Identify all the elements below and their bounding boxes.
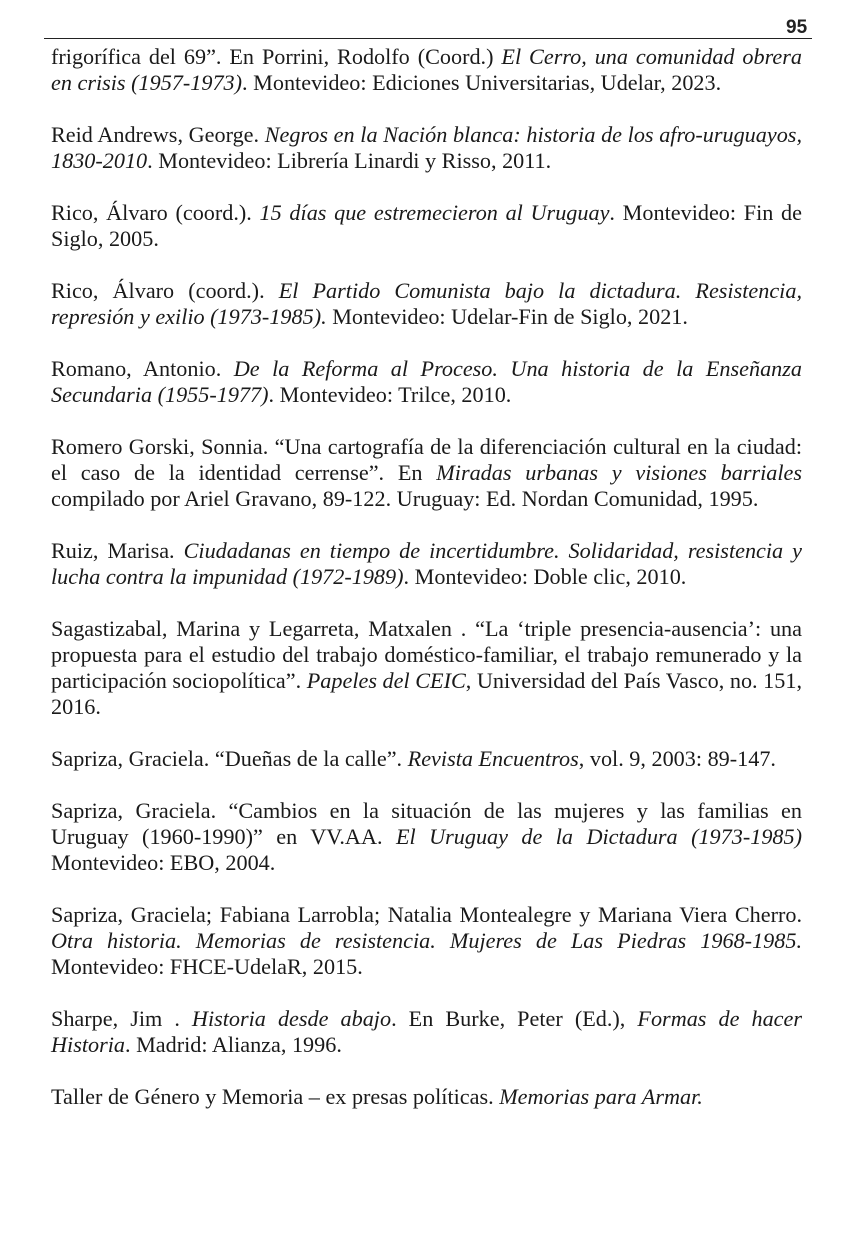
reference-text: Taller de Género y Memoria – ex presas políticas. xyxy=(51,1084,500,1109)
reference-text: . Montevideo: Ediciones Universitarias, Udelar, 2023. xyxy=(242,70,722,95)
page-number: 95 xyxy=(786,17,808,38)
reference-title-italic: Memorias para Armar. xyxy=(499,1084,703,1109)
bibliography-list xyxy=(51,44,808,1110)
reference-text: Sapriza, Graciela. “Cambios en la situación de las mujeres y las familias en Uruguay (1960-1990)” en VV.AA. xyxy=(51,798,808,849)
reference-entry xyxy=(51,200,808,252)
reference-entry xyxy=(51,434,808,512)
reference-entry xyxy=(51,798,808,876)
reference-title-italic: El Partido Comunista bajo la dictadura. Resistencia, represión y exilio (1973-1985). xyxy=(51,278,808,329)
reference-text: Rico, Álvaro (coord.). xyxy=(51,278,279,303)
reference-text: Reid Andrews, George. xyxy=(51,122,265,147)
reference-entry xyxy=(51,1084,802,1110)
reference-entry xyxy=(51,616,808,720)
reference-text: Ruiz, Marisa. xyxy=(51,538,184,563)
reference-title-italic: De la Reforma al Proceso. Una historia de la Enseñanza Secundaria (1955-1977) xyxy=(51,356,808,407)
reference-text: compilado por Ariel Gravano, 89-122. Uruguay: Ed. Nordan Comunidad, 1995. xyxy=(51,460,808,511)
reference-title-italic: 15 días que estremecieron al Uruguay xyxy=(259,200,610,225)
reference-entry xyxy=(51,538,808,590)
reference-text: Sharpe, Jim . xyxy=(51,1006,192,1031)
reference-title-italic: Otra historia. Memorias de resistencia. Mujeres de Las Piedras 1968-1985. xyxy=(51,928,802,953)
reference-entry xyxy=(51,122,808,174)
reference-text: Rico, Álvaro (coord.). xyxy=(51,200,260,225)
reference-title-italic: Negros en la Nación blanca: historia de los afro-uruguayos, 1830-2010 xyxy=(51,122,808,173)
reference-text: , vol. 9, 2003: 89-147. xyxy=(578,746,776,771)
reference-title-italic: Formas de hacer Historia xyxy=(51,1006,808,1057)
reference-text: . Montevideo: Doble clic, 2010. xyxy=(403,564,687,589)
reference-text: frigorífica del 69”. En Porrini, Rodolfo (Coord.) xyxy=(51,44,502,69)
reference-entry xyxy=(51,278,808,330)
reference-title-italic: Ciudadanas en tiempo de incertidumbre. Solidaridad, resistencia y lucha contra la impunidad (1972-1989) xyxy=(51,538,808,589)
reference-text: . En Burke, Peter (Ed.), xyxy=(391,1006,638,1031)
reference-title-italic: Revista Encuentros xyxy=(407,746,579,771)
reference-text: Romano, Antonio. xyxy=(51,356,234,381)
reference-text: Montevideo: Udelar-Fin de Siglo, 2021. xyxy=(326,304,688,329)
reference-entry xyxy=(51,1006,808,1058)
reference-text: Montevideo: EBO, 2004. xyxy=(51,824,808,875)
reference-text: Sapriza, Graciela. “Dueñas de la calle”. xyxy=(51,746,408,771)
reference-title-italic: Historia desde abajo xyxy=(191,1006,392,1031)
reference-title-italic: Miradas urbanas y visiones barriales xyxy=(436,460,803,485)
reference-entry xyxy=(51,356,808,408)
header-rule xyxy=(44,38,812,39)
reference-text: , Universidad del País Vasco, no. 151, 2016. xyxy=(51,668,808,719)
reference-text: Montevideo: FHCE-UdelaR, 2015. xyxy=(51,928,808,979)
reference-entry xyxy=(51,902,808,980)
reference-title-italic: Papeles del CEIC xyxy=(306,668,466,693)
reference-entry xyxy=(51,44,808,96)
reference-text: Romero Gorski, Sonnia. “Una cartografía de la diferenciación cultural en la ciudad: el caso de la identidad cerrense”. En xyxy=(51,434,808,485)
reference-entry xyxy=(51,746,802,772)
reference-text: Sapriza, Graciela; Fabiana Larrobla; Natalia Montealegre y Mariana Viera Cherro. xyxy=(51,902,808,927)
reference-title-italic: El Cerro, una comunidad obrera en crisis (1957-1973) xyxy=(51,44,808,95)
reference-text: . Montevideo: Fin de Siglo, 2005. xyxy=(51,200,808,251)
reference-title-italic: El Uruguay de la Dictadura (1973-1985) xyxy=(395,824,802,849)
reference-text: . Madrid: Alianza, 1996. xyxy=(124,1032,342,1057)
reference-text: . Montevideo: Trilce, 2010. xyxy=(268,382,512,407)
reference-text: . Montevideo: Librería Linardi y Risso, 2011. xyxy=(147,148,552,173)
reference-text: Sagastizabal, Marina y Legarreta, Matxalen . “La ‘triple presencia-ausencia’: una propuesta para el estudio del trabajo doméstico-familiar, el trabajo remunerado y la participación sociopolítica”. xyxy=(51,616,808,693)
